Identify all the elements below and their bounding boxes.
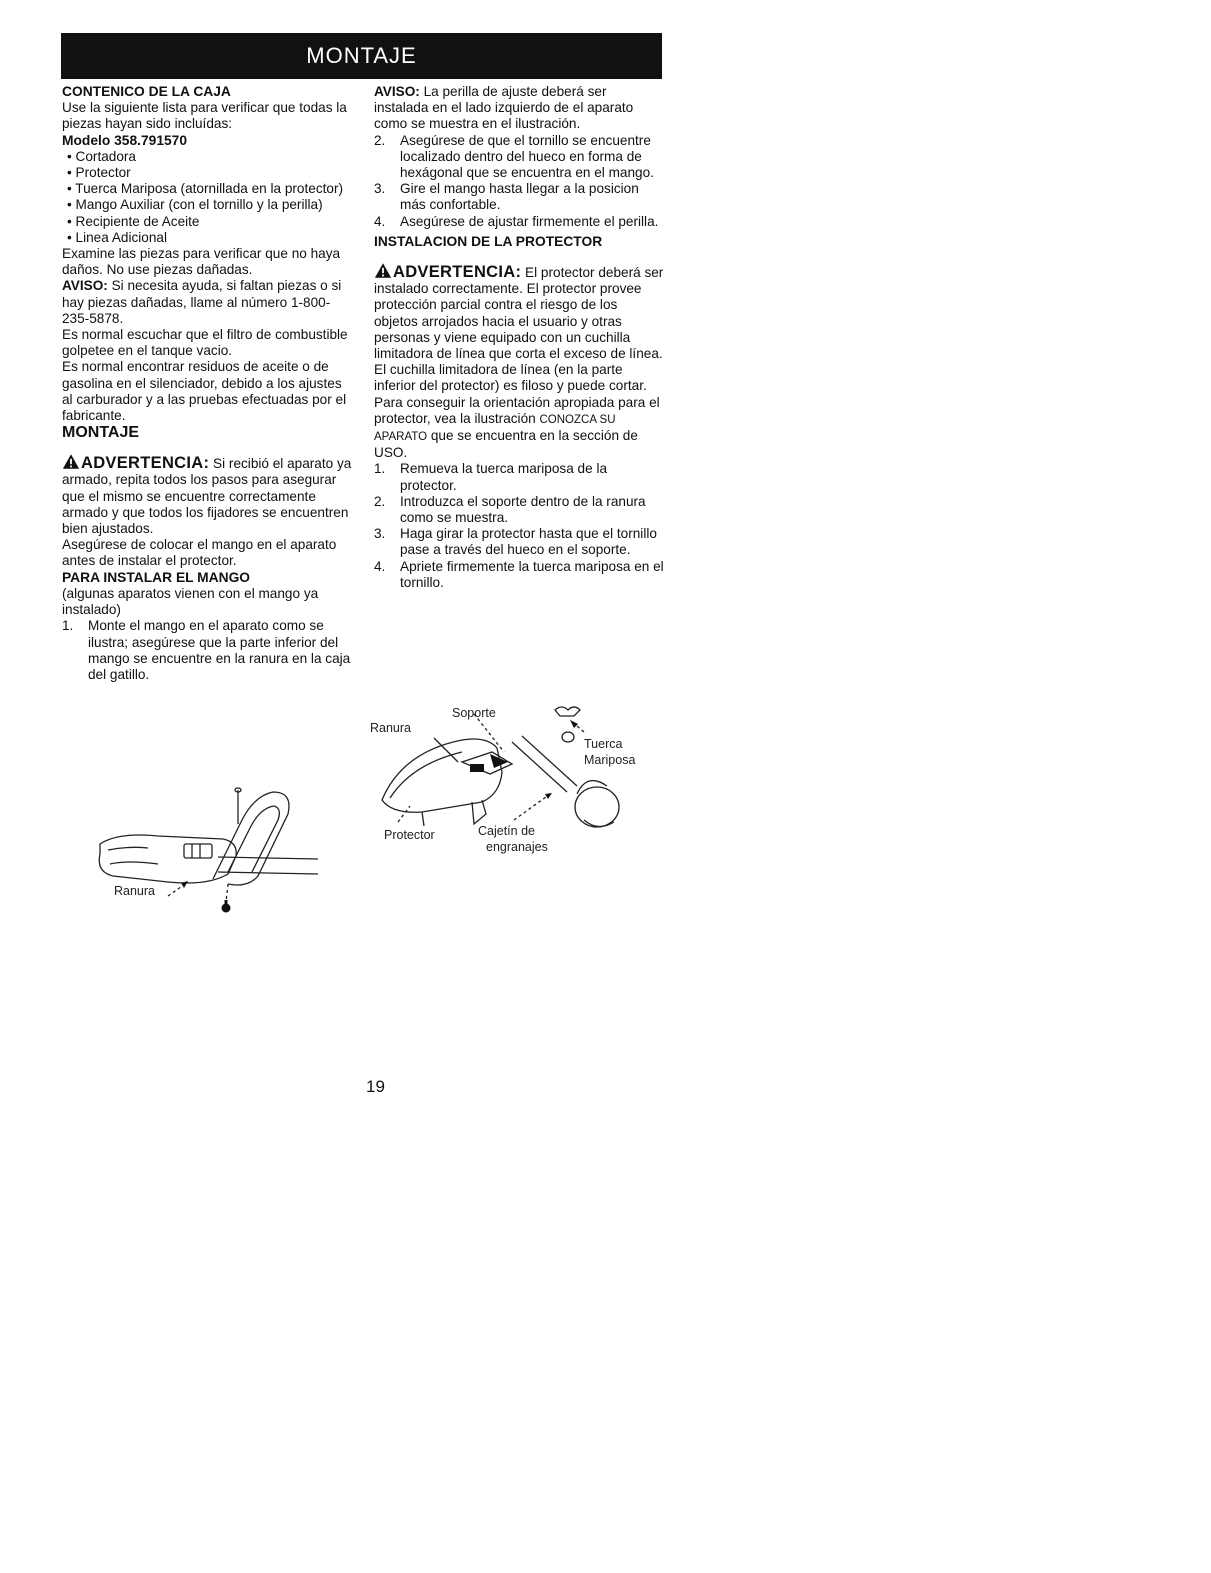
- step-text: Monte el mango en el aparato como se ilustra; asegúrese que la parte inferior del mango se encuentre en la ranura en la caja del gatillo.: [88, 618, 351, 682]
- list-item: • Tuerca Mariposa (atornillada en la protector): [67, 181, 344, 197]
- step-text: Gire el mango hasta llegar a la posicion más confortable.: [400, 181, 639, 213]
- parts-list: [62, 149, 352, 246]
- warning-icon: [62, 453, 80, 470]
- right-column: [374, 84, 664, 591]
- guard-illustration: [362, 702, 662, 862]
- guard-step-3: [374, 526, 664, 558]
- notice-text: La perilla de ajuste deberá ser instalada en el lado izquierdo de el aparato como se muestra en el ilustración.: [374, 84, 634, 132]
- list-item: • Linea Adicional: [67, 229, 167, 245]
- handle-illustration: [88, 784, 328, 914]
- step-text: Asegúrese de ajustar firmemente el perilla.: [400, 213, 659, 229]
- figure-label-mariposa: Mariposa: [584, 753, 636, 767]
- handle-note: Asegúrese de colocar el mango en el aparato antes de instalar el protector.: [62, 537, 337, 569]
- warning-title: ADVERTENCIA:: [393, 263, 522, 282]
- page-number: 19: [366, 1077, 385, 1096]
- warning-text: El protector deberá ser instalado correctamente. El protector provee protección parcial contra el riesgo de los objetos arrojados hacia el usuario y otras personas y viene equipado con un cuchilla limitadora de línea que corta el exceso de línea. El cuchilla limitadora de línea (en la parte inferior del protector) es filoso y puede cortar. Para conseguir la orientación apropiada para el protector, vea la ilustración: [374, 265, 664, 426]
- handle-heading: PARA INSTALAR EL MANGO: [62, 569, 251, 585]
- knob-notice: [374, 84, 664, 133]
- figure-label-ranura: Ranura: [114, 884, 155, 898]
- examine-paragraph: Examine las piezas para verificar que no haya daños. No use piezas dañadas.: [62, 246, 341, 278]
- step-number: 2.: [374, 132, 386, 148]
- figure-label-soporte: Soporte: [452, 706, 496, 720]
- left-column: [62, 84, 352, 683]
- warning-text-end: que se encuentra en la sección de USO.: [374, 428, 638, 461]
- guard-step-4: [374, 559, 664, 591]
- warning-paragraph: [62, 453, 352, 537]
- box-contents-heading: CONTENICO DE LA CAJA: [62, 84, 231, 99]
- guard-warning-paragraph: [374, 262, 664, 461]
- list-item: • Mango Auxiliar (con el tornillo y la perilla): [67, 197, 323, 213]
- handle-subheading: (algunas aparatos vienen con el mango ya instalado): [62, 585, 319, 618]
- assembly-heading: MONTAJE: [62, 424, 140, 442]
- list-item: • Recipiente de Aceite: [67, 213, 200, 229]
- notice-label: AVISO:: [374, 84, 420, 99]
- warning-icon: [374, 262, 392, 279]
- guard-heading: INSTALACION DE LA PROTECTOR: [374, 233, 603, 249]
- warning-text: Si recibió el aparato ya armado, repita todos los pasos para asegurar que el mismo se encuentre correctamente armado y que todos los fijadores se encuentren bien ajustados.: [62, 456, 352, 537]
- handle-step-3: [374, 181, 664, 213]
- box-contents-intro: Use la siguiente lista para verificar que todas la piezas hayan sido incluídas:: [62, 100, 347, 132]
- step-text: Haga girar la protector hasta que el tornillo pase a través del hueco en el soporte.: [400, 526, 657, 558]
- figure-label-protector: Protector: [384, 828, 435, 842]
- step-number: 1.: [374, 461, 386, 477]
- step-text: Introduzca el soporte dentro de la ranura como se muestra.: [400, 493, 646, 526]
- section-header: [61, 33, 662, 79]
- list-item: • Protector: [67, 165, 131, 181]
- step-number: 3.: [374, 181, 386, 197]
- figure-label-ranura: Ranura: [370, 721, 411, 735]
- step-number: 2.: [374, 493, 386, 509]
- figure-label-engranajes: engranajes: [486, 840, 548, 854]
- notice-text: Si necesita ayuda, si faltan piezas o si hay piezas dañadas, llame al número 1-800-235-5878.: [62, 278, 342, 326]
- step-text: Remueva la tuerca mariposa de la protector.: [400, 461, 608, 493]
- warning-title: ADVERTENCIA:: [81, 454, 210, 473]
- notice-paragraph: [62, 278, 352, 327]
- handle-step-2: [374, 133, 664, 182]
- step-number: 4.: [374, 213, 386, 229]
- step-number: 1.: [62, 618, 74, 634]
- handle-step: [62, 618, 352, 683]
- figure-label-tuerca: Tuerca: [584, 737, 623, 751]
- step-number: 3.: [374, 526, 386, 542]
- model-number: Modelo 358.791570: [62, 132, 188, 148]
- section-title: MONTAJE: [306, 43, 417, 68]
- guard-step-2: [374, 494, 664, 526]
- guard-step-1: [374, 461, 664, 493]
- notice-label: AVISO:: [62, 278, 108, 294]
- list-item: • Cortadora: [67, 148, 136, 164]
- step-number: 4.: [374, 558, 386, 574]
- figure-label-cajetin: Cajetín de: [478, 824, 535, 838]
- handle-step-4: [374, 214, 664, 230]
- warning-reference: CONOZCA SU APARATO: [374, 413, 616, 444]
- normal-paragraph-1: Es normal escuchar que el filtro de combustible golpetee en el tanque vacio.: [62, 327, 348, 359]
- normal-paragraph-2: Es normal encontrar residuos de aceite o de gasolina en el silenciador, debido a los ajustes al carburador y a las pruebas efectuadas por el fabricante.: [62, 359, 347, 424]
- step-text: Asegúrese de que el tornillo se encuentre localizado dentro del hueco en forma de hexágonal que se encuentra en el mango.: [400, 132, 654, 181]
- step-text: Apriete firmemente la tuerca mariposa en el tornillo.: [400, 558, 664, 590]
